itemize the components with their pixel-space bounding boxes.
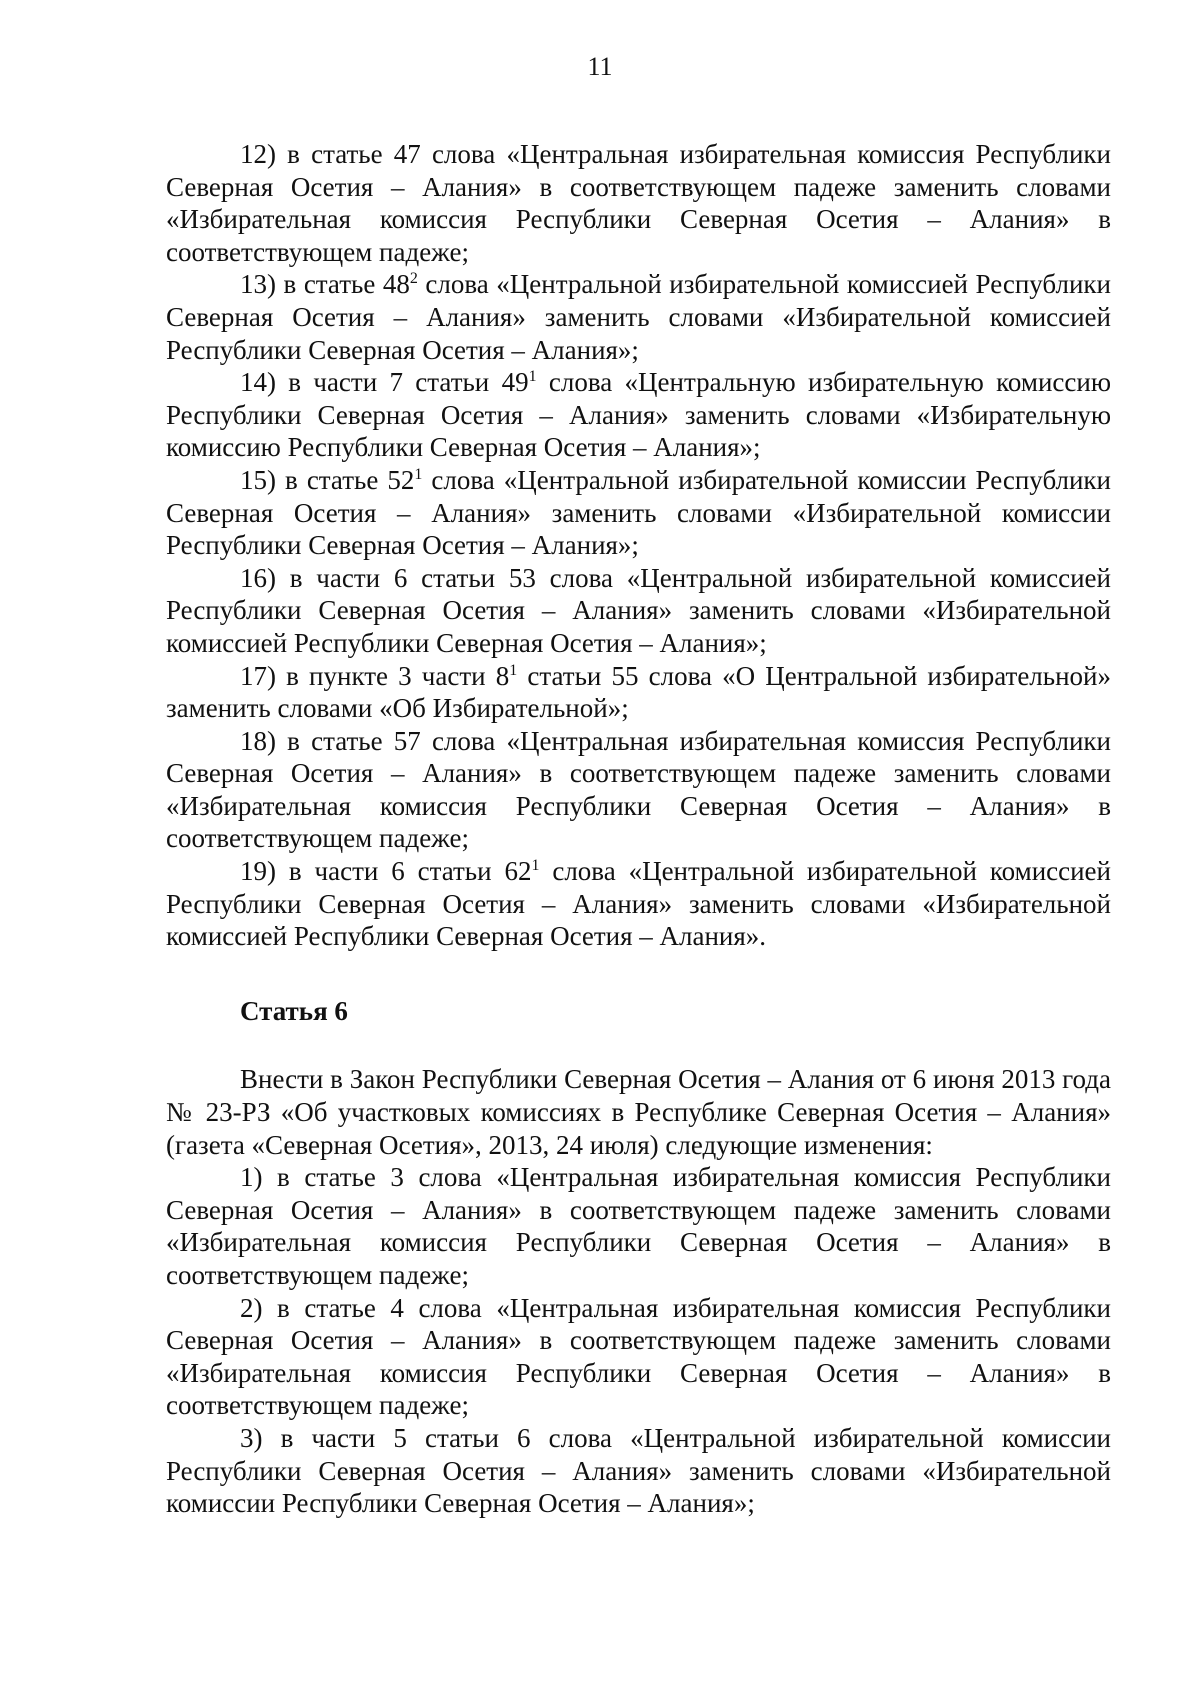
amendment-item-19 bbox=[166, 855, 1111, 953]
item-13-rest: слова «Центральной избирательной комиссией Республики Северная Осетия – Алания» заменить словами «Избирательной комиссией Республики Северная Осетия – Алания»; bbox=[166, 269, 1111, 365]
article-heading: Статья 6 bbox=[240, 995, 348, 1026]
article-intro: Внести в Закон Республики Северная Осетия – Алания от 6 июня 2013 года № 23-РЗ «Об участковых комиссиях в Республике Северная Осетия – Алания» (газета «Северная Осетия», 2013, 24 июля) следующие изменения: bbox=[166, 1064, 1111, 1160]
document-body bbox=[166, 138, 1111, 1520]
amendment-item-18: 18) в статье 57 слова «Центральная избирательная комиссия Республики Северная Осетия – Алания» в соответствующем падеже заменить словами «Избирательная комиссия Республики Северная Осетия – Алания» в соответствующем падеже; bbox=[166, 725, 1111, 854]
item-13-lead: 13) в статье 48 bbox=[240, 269, 410, 300]
item-15-rest: слова «Центральной избирательной комиссии Республики Северная Осетия – Алания» заменить словами «Избирательной комиссии Республики Северная Осетия – Алания»; bbox=[166, 464, 1111, 561]
item-15-superscript: 1 bbox=[414, 465, 423, 483]
item-15-lead: 15) в статье 52 bbox=[240, 464, 415, 495]
item-13-superscript: 2 bbox=[409, 270, 418, 288]
amendment-item-15 bbox=[166, 464, 1111, 562]
amendment-item-17 bbox=[166, 660, 1111, 725]
item-19-rest: слова «Центральной избирательной комиссией Республики Северная Осетия – Алания» заменить словами «Избирательной комиссией Республики Северная Осетия – Алания». bbox=[166, 856, 1111, 952]
page-number: 11 bbox=[587, 52, 613, 81]
item-14-rest: слова «Центральную избирательную комиссию Республики Северная Осетия – Алания» заменить словами «Избирательную комиссию Республики Северная Осетия – Алания»; bbox=[166, 367, 1111, 463]
item-17-rest: статьи 55 слова «О Центральной избирательной» заменить словами «Об Избирательной»; bbox=[166, 660, 1111, 724]
article6-item-1: 1) в статье 3 слова «Центральная избирательная комиссия Республики Северная Осетия – Алания» в соответствующем падеже заменить словами «Избирательная комиссия Республики Северная Осетия – Алания» в соответствующем падеже; bbox=[166, 1162, 1111, 1290]
item-19-lead: 19) в части 6 статьи 62 bbox=[240, 856, 532, 887]
item-14-lead: 14) в части 7 статьи 49 bbox=[240, 367, 529, 398]
amendment-item-12: 12) в статье 47 слова «Центральная избирательная комиссия Республики Северная Осетия – Алания» в соответствующем падеже заменить словами «Избирательная комиссия Республики Северная Осетия – Алания» в соответствующем падеже; bbox=[166, 139, 1111, 267]
item-17-lead: 17) в пункте 3 части 8 bbox=[240, 660, 510, 691]
item-17-superscript: 1 bbox=[509, 661, 518, 679]
article6-item-3: 3) в части 5 статьи 6 слова «Центральной избирательной комиссии Республики Северная Осетия – Алания» заменить словами «Избирательной комиссии Республики Северная Осетия – Алания»; bbox=[166, 1422, 1111, 1519]
item-14-superscript: 1 bbox=[528, 368, 537, 386]
amendment-item-16: 16) в части 6 статьи 53 слова «Центральной избирательной комиссией Республики Северная Осетия – Алания» заменить словами «Избирательной комиссией Республики Северная Осетия – Алания»; bbox=[166, 562, 1111, 658]
item-19-superscript: 1 bbox=[531, 857, 540, 875]
amendment-item-14 bbox=[166, 366, 1111, 464]
article6-item-2: 2) в статье 4 слова «Центральная избирательная комиссия Республики Северная Осетия – Алания» в соответствующем падеже заменить словами «Избирательная комиссия Республики Северная Осетия – Алания» в соответствующем падеже; bbox=[166, 1292, 1111, 1421]
amendment-item-13 bbox=[166, 268, 1111, 366]
